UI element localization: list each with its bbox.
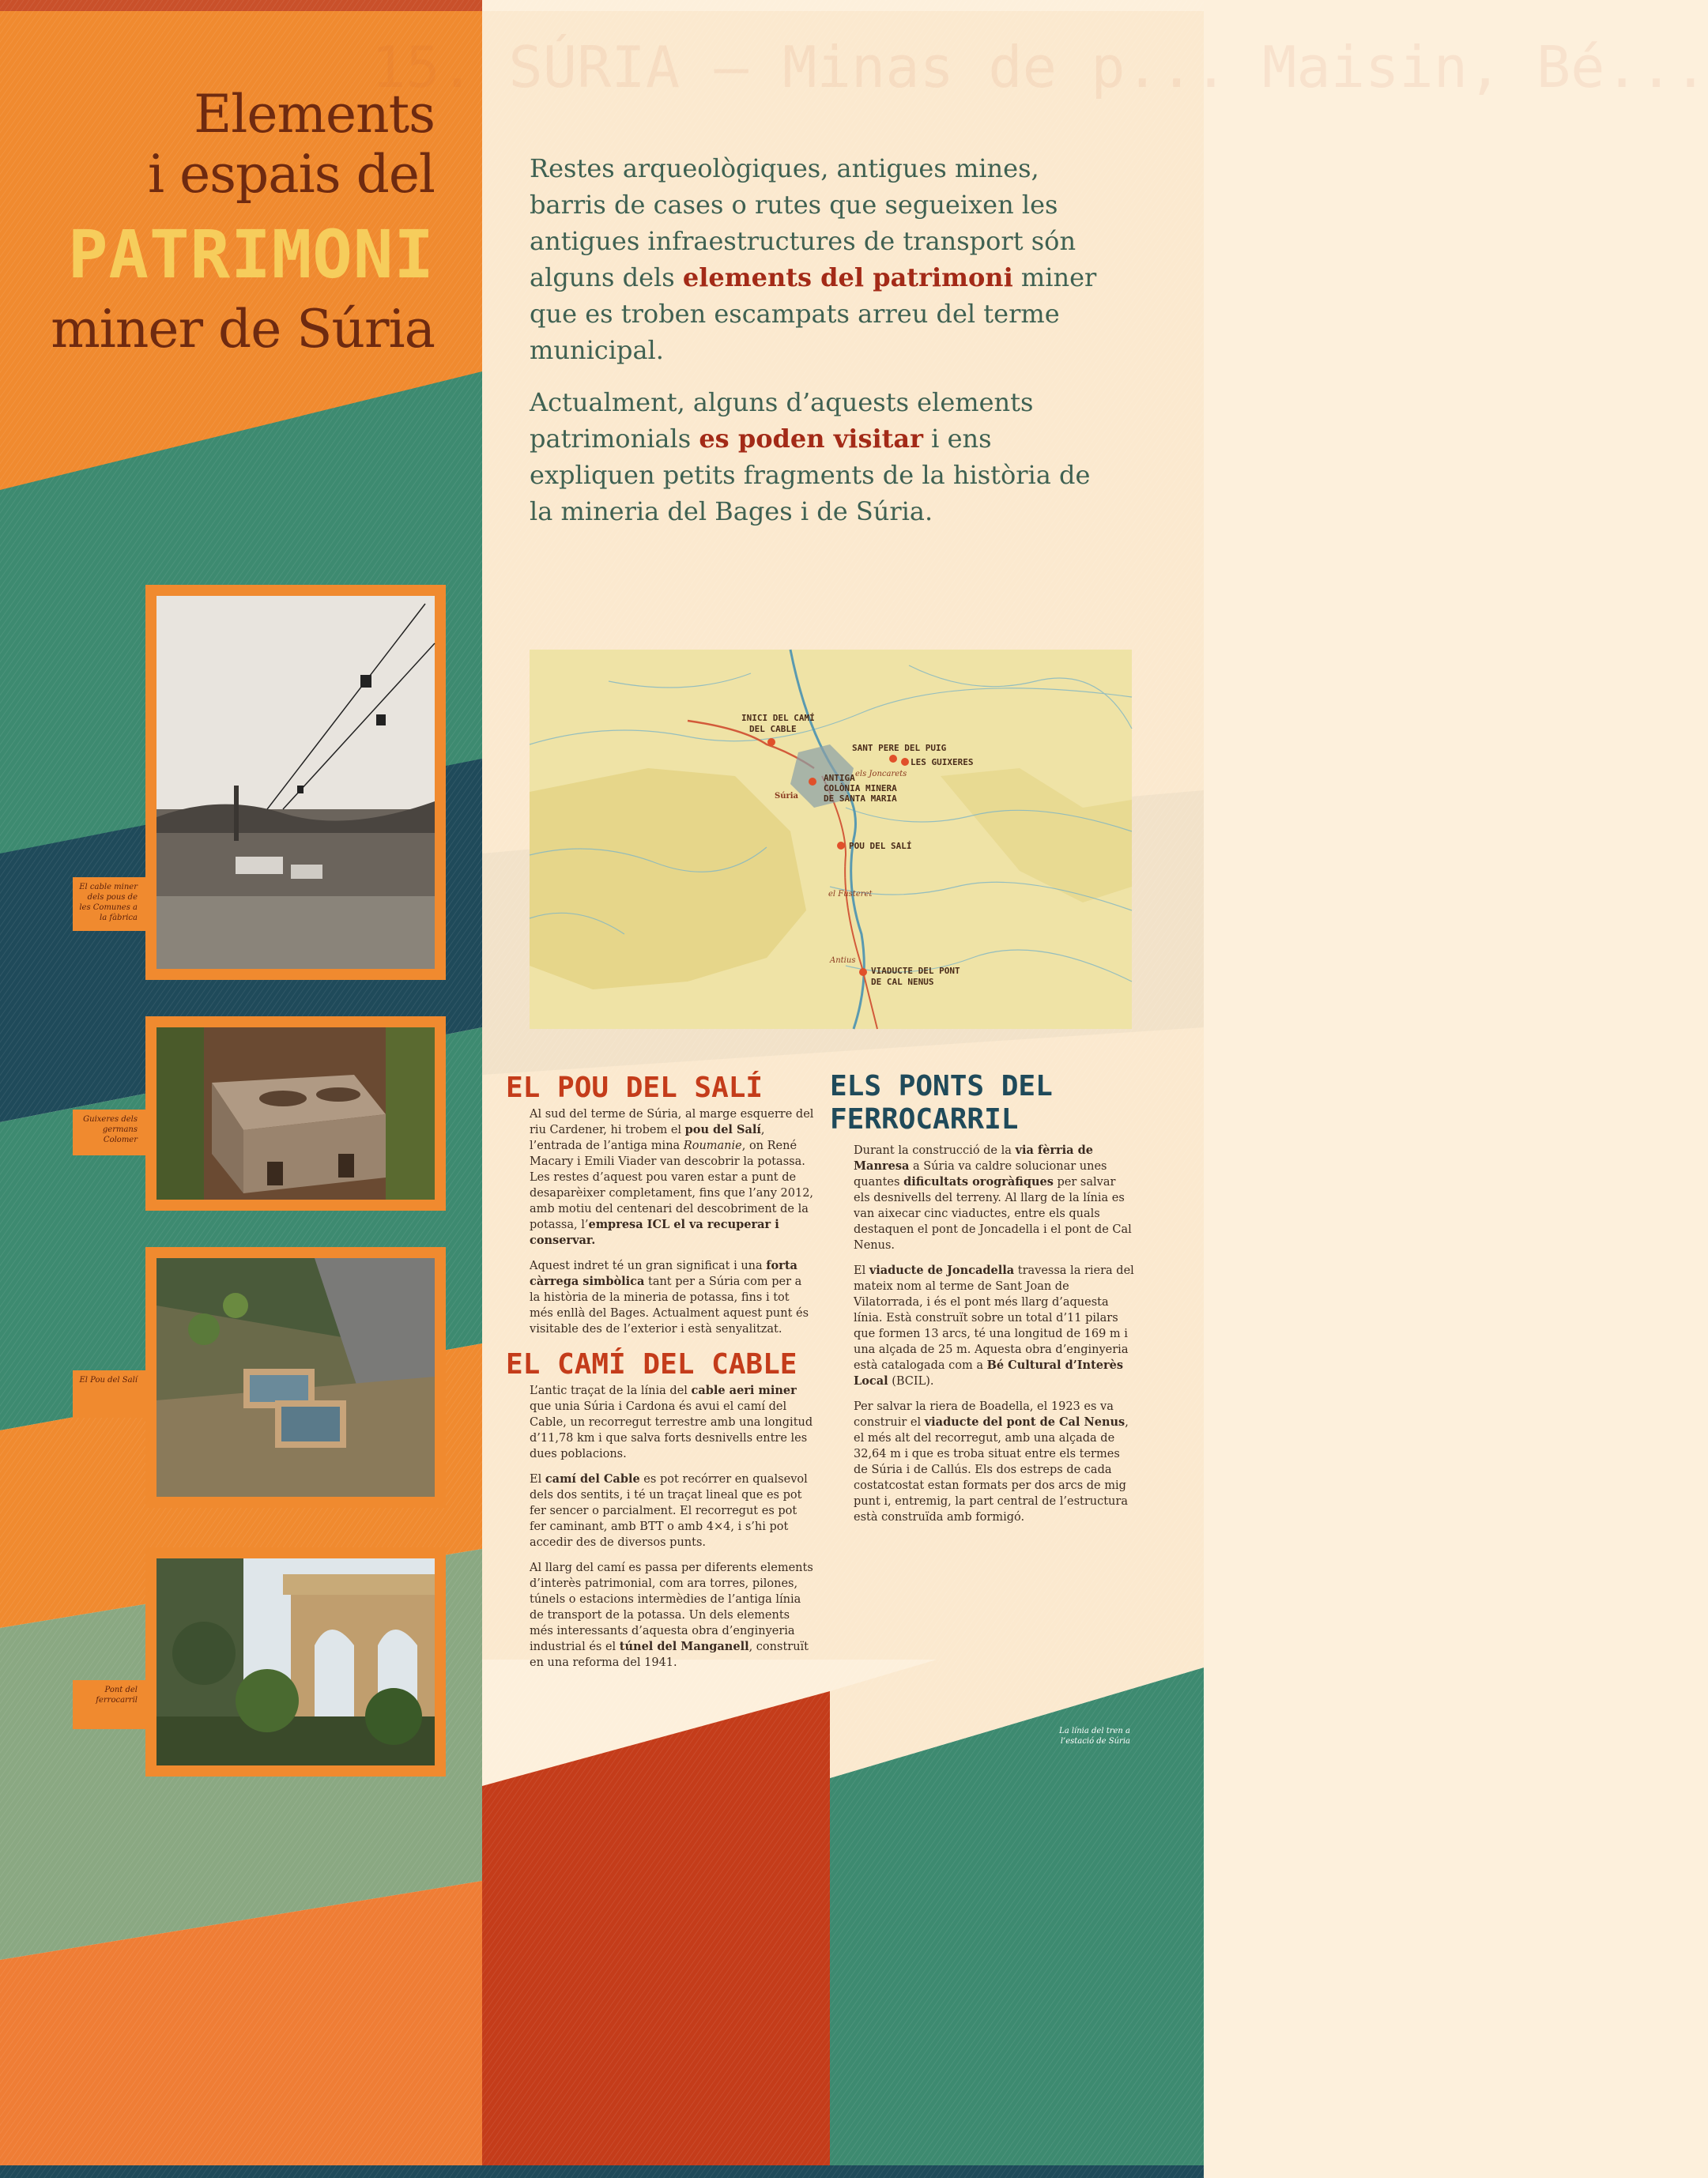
section-title-pou: EL POU DEL SALÍ <box>506 1072 764 1104</box>
ponts-title-line-2: FERROCARRIL <box>830 1103 1019 1136</box>
title-line-3: PATRIMONI <box>67 216 435 293</box>
map-label-colonia-2: COLÒNIA MINERA <box>824 783 897 793</box>
map-label-colonia-1: ANTIGA <box>824 773 855 783</box>
ponts-title-line-1: ELS PONTS DEL <box>830 1070 1053 1102</box>
map-label-joncarets: els Joncarets <box>855 770 907 778</box>
title-line-1: Elements <box>194 84 435 145</box>
photo-frame-viaduct <box>145 1547 446 1777</box>
ponts-paragraph-3: Per salvar la riera de Boadella, el 1923 es va construir el viaducte del pont de Cal Nenus, el més alt del recorregut, amb una alçada de 32,64 m i que es troba situat entre els termes de Súria i de Callús. Els dos estreps de cada costatcostat estan formats per dos arcs de mig punt i, entremig, la part central de l’estructura està construïda amb formigó. <box>854 1400 1129 1524</box>
title-line-2: i espais del <box>148 144 435 205</box>
viaduct-photo-icon <box>156 1558 435 1765</box>
map-label-guixeres: LES GUIXERES <box>911 757 974 767</box>
route-map <box>530 650 1132 1029</box>
pou-paragraph-2: Aquest indret té un gran significat i una forta càrrega simbòlica tant per a Súria com per a la història de la mineria de potassa, fins i tot més enllà del Bages. Actualment aquest punt és visitable des de l’exterior i està senyalitzat. <box>530 1259 809 1336</box>
section-body-cable <box>530 1383 814 1680</box>
ponts-paragraph-1: Durant la construcció de la via fèrria de Manresa a Súria va caldre solucionar unes quantes dificultats orogràfiques per salvar els desnivells del terreny. Al llarg de la línia es van aixecar cinc viaductes, entre els quals destaquen el pont de Joncadella i el pont de Cal Nenus. <box>854 1144 1132 1252</box>
title-line-4: miner de Súria <box>51 299 435 360</box>
photo-frame-pools <box>145 1247 446 1508</box>
background-inscription: 15. SÚRIA — Minas de p... Maisin, Bé... <box>371 34 1708 100</box>
cable-paragraph-2: El camí del Cable es pot recórrer en qualsevol dels dos sentits, i té un traçat lineal que es pot fer sencer o parcialment. El recorregut es pot fer caminant, amb BTT o amb 4×4, i s’hi pot accedir des de diversos punts. <box>530 1472 808 1549</box>
photo-frame-kiln <box>145 1016 446 1211</box>
map-label-colonia-3: DE SANTA MARIA <box>824 793 897 804</box>
intro-paragraph-1: Restes arqueològiques, antigues mines, barris de cases o rutes que segueixen les antigues infraestructures de transport són alguns dels elements del patrimoni miner que es troben escampats arreu del terme municipal. <box>530 153 1097 365</box>
photo-credit: La línia del tren a l’estació de Súria <box>1059 1727 1130 1746</box>
map-label-inici-1: INICI DEL CAMÍ <box>741 713 815 723</box>
section-body-ponts <box>854 1143 1134 1535</box>
photo-frame-cable <box>145 585 446 980</box>
caption-cable: El cable miner dels pous de les Comunes a la fàbrica <box>73 877 145 931</box>
caption-viaduct: Pont del ferrocarril <box>73 1680 145 1729</box>
map-label-fusteret: el Fusteret <box>828 890 873 899</box>
pools-photo-icon <box>156 1258 435 1497</box>
map-label-pou: POU DEL SALÍ <box>849 841 912 851</box>
cable-photo-icon <box>156 596 435 969</box>
section-title-cable: EL CAMÍ DEL CABLE <box>506 1348 797 1381</box>
kiln-photo-icon <box>156 1027 435 1200</box>
section-body-pou <box>530 1106 814 1347</box>
map-label-suria: Súria <box>775 792 799 801</box>
map-label-sant-pere: SANT PERE DEL PUIG <box>852 743 947 753</box>
map-label-inici-2: DEL CABLE <box>749 724 797 734</box>
cable-paragraph-3: Al llarg del camí es passa per diferents elements d’interès patrimonial, com ara torres, pilones, túnels o estacions intermèdies de l’antiga línia de transport de la potassa. Un dels elements més interessants d’aquesta obra d’enginyeria industrial és el túnel del Manganell, construït en una reforma del 1941. <box>530 1562 813 1669</box>
section-title-ponts <box>830 1070 1053 1136</box>
map-label-viaducte-2: DE CAL NENUS <box>871 977 934 987</box>
map-label-viaducte-1: VIADUCTE DEL PONT <box>871 966 960 976</box>
pou-paragraph-1: Al sud del terme de Súria, al marge esquerre del riu Cardener, hi trobem el pou del Salí, l’entrada de l’antiga mina Roumanie, on René Macary i Emili Viader van descobrir la potassa. Les restes d’aquest pou varen estar a punt de desaparèixer completament, fins que l’any 2012, amb motiu del centenari del descobriment de la potassa, l’empresa ICL el va recuperar i conservar. <box>530 1108 814 1247</box>
ponts-paragraph-2: El viaducte de Joncadella travessa la riera del mateix nom al terme de Sant Joan de Vilatorrada, i és el pont més llarg d’aquesta línia. Està construït sobre un total d’11 pilars que formen 13 arcs, té una longitud de 169 m i una alçada de 25 m. Aquesta obra d’enginyeria està catalogada com a Bé Cultural d’Interès Local (BCIL). <box>854 1264 1134 1388</box>
cable-paragraph-1: L’antic traçat de la línia del cable aeri miner que unia Súria i Cardona és avui el camí del Cable, un recorregut terrestre amb una longitud d’11,78 km i que salva forts desnivells entre les dues poblacions. <box>530 1384 813 1460</box>
map-label-antius: Antius <box>830 956 856 965</box>
intro-paragraph-2: Actualment, alguns d’aquests elements patrimonials es poden visitar i ens expliquen petits fragments de la història de la mineria del Bages i de Súria. <box>530 387 1091 526</box>
caption-pools: El Pou del Salí <box>73 1370 145 1418</box>
caption-kiln: Guixeres dels germans Colomer <box>73 1110 145 1155</box>
